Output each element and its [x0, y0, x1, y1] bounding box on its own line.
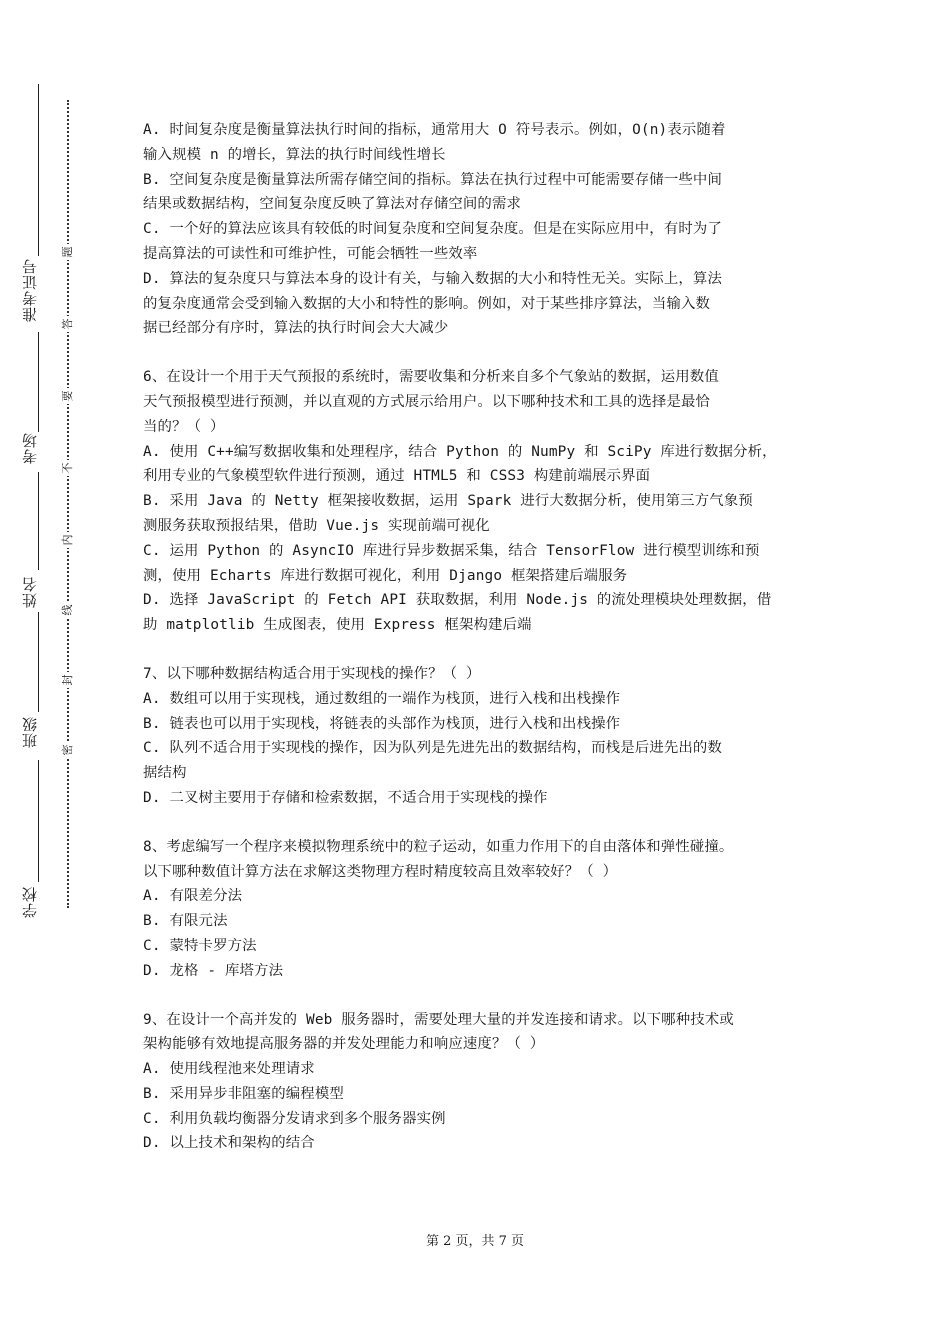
option-d	[143, 267, 821, 341]
option-line: B. 采用 Java 的 Netty 框架接收数据，运用 Spark 进行大数据分析，使用第三方气象预	[143, 493, 753, 510]
school-line	[38, 760, 39, 882]
class-line	[38, 612, 39, 712]
question-stem: 6、在设计一个用于天气预报的系统时，需要收集和分析来自多个气象站的数据，运用数值	[143, 369, 719, 386]
option-line: 利用专业的气象模型软件进行预测，通过 HTML5 和 CSS3 构建前端展示界面	[143, 468, 651, 485]
option-line: 测，使用 Echarts 库进行数据可视化，利用 Django 框架搭建后端服务	[143, 567, 628, 584]
seal-dotted-line	[67, 100, 69, 908]
question-stem: 8、考虑编写一个程序来模拟物理系统中的粒子运动，如重力作用下的自由落体和弹性碰撞。	[143, 838, 734, 855]
question-stem: 架构能够有效地提高服务器的并发处理能力和响应速度？（ ）	[143, 1036, 545, 1053]
seal-char: 线	[60, 602, 76, 618]
option-line: C. 队列不适合用于实现栈的操作，因为队列是先进先出的数据结构，而栈是后进先出的数	[143, 740, 722, 757]
seal-char: 题	[60, 244, 76, 260]
option-line: 助 matplotlib 生成图表，使用 Express 框架构建后端	[143, 617, 532, 634]
question-stem: 以下哪种数值计算方法在求解这类物理方程时精度较高且效率较好？（ ）	[143, 863, 618, 880]
question-8	[143, 835, 821, 984]
exam-room-line	[38, 332, 39, 432]
question-stem: 天气预报模型进行预测，并以直观的方式展示给用户。以下哪种技术和工具的选择是最恰	[143, 393, 711, 410]
option-line: D. 选择 JavaScript 的 Fetch API 获取数据，利用 Node.js 的流处理模块处理数据，借	[143, 592, 772, 609]
option-line: C. 运用 Python 的 AsyncIO 库进行异步数据采集，结合 TensorFlow 进行模型训练和预	[143, 542, 760, 559]
option-c	[143, 736, 821, 786]
exam-content	[143, 118, 821, 1156]
option-b	[143, 168, 821, 218]
seal-char: 要	[60, 388, 76, 404]
option-b	[143, 489, 821, 539]
page-number: 第 2 页，共 7 页	[425, 1234, 525, 1249]
seal-char: 封	[60, 672, 76, 688]
question-stem: 当的？（ ）	[143, 418, 225, 435]
option-d: D. 二叉树主要用于存储和检索数据，不适合用于实现栈的操作	[143, 789, 548, 806]
option-d: D. 龙格 - 库塔方法	[143, 962, 284, 979]
option-line: A. 使用 C++编写数据收集和处理程序，结合 Python 的 NumPy 和 SciPy 库进行数据分析，	[143, 443, 777, 460]
option-b: B. 采用异步非阻塞的编程模型	[143, 1085, 344, 1102]
option-c: C. 蒙特卡罗方法	[143, 937, 257, 954]
option-a: A. 数组可以用于实现栈，通过数组的一端作为栈顶，进行入栈和出栈操作	[143, 690, 621, 707]
name-label: 姓名	[21, 576, 39, 608]
binding-margin	[0, 0, 120, 1344]
option-a: A. 有限差分法	[143, 888, 243, 905]
option-line: A. 时间复杂度是衡量算法执行时间的指标，通常用大 O 符号表示。例如，O(n)表示随着	[143, 122, 726, 138]
prev-question-options	[143, 118, 821, 341]
option-a: A. 使用线程池来处理请求	[143, 1061, 315, 1078]
seal-char: 答	[60, 316, 76, 332]
option-d: D. 以上技术和架构的结合	[143, 1135, 315, 1152]
question-stem: 9、在设计一个高并发的 Web 服务器时，需要处理大量的并发连接和请求。以下哪种技术或	[143, 1011, 734, 1028]
option-line: 测服务获取预报结果，借助 Vue.js 实现前端可视化	[143, 517, 490, 534]
option-a	[143, 440, 821, 490]
exam-room-label: 考场	[21, 432, 39, 464]
option-line: 的复杂度通常会受到输入数据的大小和特性的影响。例如，对于某些排序算法，当输入数	[143, 295, 711, 312]
question-9	[143, 1008, 821, 1157]
school-label: 学校	[21, 886, 39, 918]
option-d	[143, 588, 821, 638]
seal-char: 密	[60, 742, 76, 758]
option-line: B. 空间复杂度是衡量算法所需存储空间的指标。算法在执行过程中可能需要存储一些中间	[143, 171, 722, 188]
option-line: 结果或数据结构，空间复杂度反映了算法对存储空间的需求	[143, 196, 522, 213]
exam-id-line	[38, 84, 39, 256]
name-line	[38, 472, 39, 570]
option-b: B. 链表也可以用于实现栈，将链表的头部作为栈顶，进行入栈和出栈操作	[143, 715, 621, 732]
question-stem: 7、以下哪种数据结构适合用于实现栈的操作？（ ）	[143, 665, 481, 682]
option-c: C. 利用负载均衡器分发请求到多个服务器实例	[143, 1110, 446, 1127]
option-line: 提高算法的可读性和可维护性，可能会牺牲一些效率	[143, 245, 478, 262]
option-c	[143, 539, 821, 589]
option-line: 据已经部分有序时，算法的执行时间会大大减少	[143, 320, 449, 337]
option-b: B. 有限元法	[143, 913, 228, 930]
exam-id-label: 准考证号	[21, 258, 39, 322]
question-6	[143, 365, 821, 638]
seal-char: 不	[60, 460, 76, 476]
seal-char: 内	[60, 532, 76, 548]
class-label: 班级	[21, 716, 39, 748]
option-a	[143, 118, 821, 168]
option-line: 输入规模 n 的增长，算法的执行时间线性增长	[143, 146, 446, 163]
option-line: D. 算法的复杂度只与算法本身的设计有关，与输入数据的大小和特性无关。实际上，算法	[143, 270, 722, 287]
option-line: C. 一个好的算法应该具有较低的时间复杂度和空间复杂度。但是在实际应用中，有时为了	[143, 221, 722, 238]
option-line: 据结构	[143, 765, 187, 782]
question-7	[143, 662, 821, 811]
option-c	[143, 217, 821, 267]
